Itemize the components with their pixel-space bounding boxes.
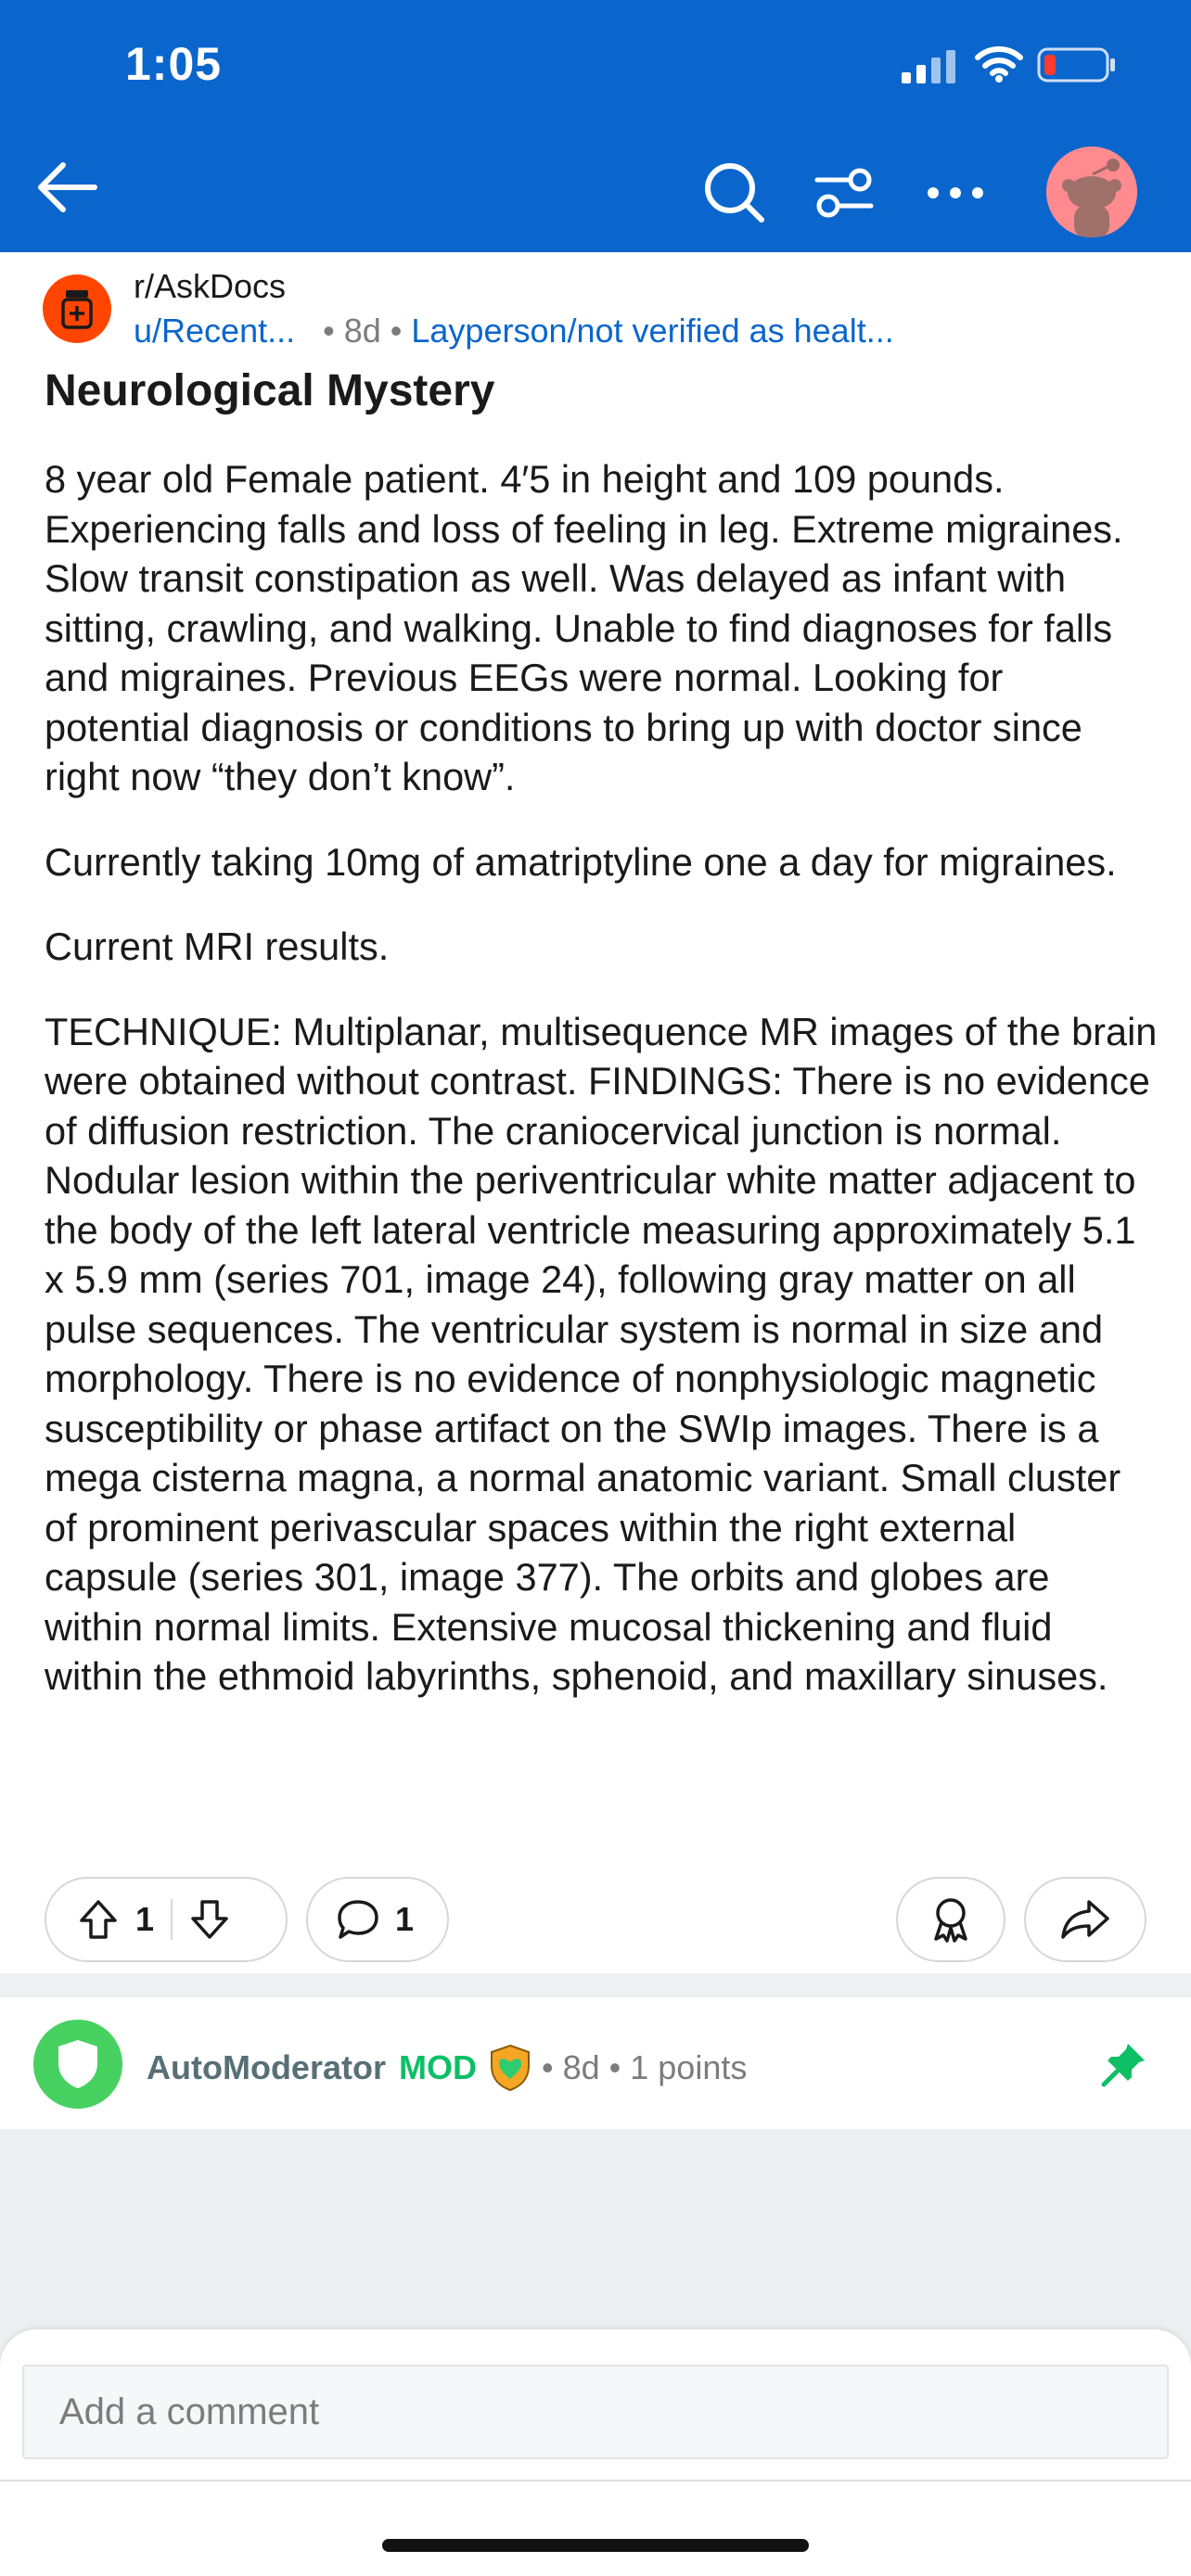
battery-icon	[1037, 46, 1117, 83]
automod-age: 8d	[562, 2048, 600, 2086]
share-arrow-icon	[1059, 1898, 1111, 1941]
award-ribbon-icon	[928, 1896, 973, 1943]
cellular-signal-icon	[900, 48, 959, 85]
snoo-avatar-icon	[1046, 147, 1137, 237]
post-body	[45, 454, 1158, 1702]
upvote-count: 1	[135, 1900, 155, 1938]
app-header	[0, 0, 1191, 252]
more-dots-icon	[926, 185, 985, 200]
meta-separator: •	[304, 312, 344, 350]
more-options-button[interactable]	[918, 156, 992, 230]
medicine-bottle-icon	[58, 288, 96, 329]
meta-separator: •	[541, 2048, 554, 2086]
meta-separator: •	[390, 312, 412, 350]
post-author[interactable]: u/Recent...	[134, 312, 296, 350]
upvote-button[interactable]	[78, 1898, 119, 1941]
composer-divider	[0, 2480, 1191, 2481]
subreddit-name[interactable]: r/AskDocs	[134, 267, 287, 305]
automod-meta	[147, 2044, 747, 2092]
post-title: Neurological Mystery	[45, 366, 495, 415]
comment-count: 1	[395, 1900, 415, 1938]
mod-shield-badge-icon	[488, 2044, 532, 2092]
automod-avatar[interactable]	[33, 2020, 122, 2109]
back-button[interactable]	[28, 148, 106, 226]
subreddit-icon[interactable]	[43, 274, 111, 343]
comment-bubble-icon	[336, 1898, 380, 1941]
arrow-left-icon	[35, 161, 98, 213]
user-avatar[interactable]	[1046, 147, 1137, 237]
pin-icon	[1100, 2040, 1148, 2088]
post-meta-line	[134, 312, 894, 351]
vote-divider	[171, 1899, 173, 1940]
post-paragraph: Current MRI results.	[45, 925, 390, 968]
sort-filter-icon	[812, 165, 877, 221]
search-button[interactable]	[698, 156, 772, 230]
post-age: 8d	[343, 312, 381, 350]
automod-points: 1 points	[630, 2048, 748, 2086]
share-button[interactable]	[1024, 1877, 1146, 1962]
upvote-arrow-icon	[78, 1898, 119, 1941]
comments-button[interactable]	[306, 1877, 449, 1962]
downvote-arrow-icon	[189, 1898, 230, 1941]
search-icon	[702, 160, 767, 225]
post-paragraph: TECHNIQUE: Multiplanar, multisequence MR images of the brain were obtained without contrast. FINDINGS: There is no evidence of diffusion restriction. The craniocervical junction is normal. Nodular lesion within the periventricular white matter adjacent to the body of the left lateral ventricle measuring approximately 5.1 x 5.9 mm (series 701, image 24), following gray matter on all pulse sequences. The ventricular system is normal in size and morphology. There is no evidence of nonphysiologic magnetic susceptibility or phase artifact on the SWIp images. There is a mega cisterna magna, a normal anatomic variant. Small cluster of prominent perivascular spaces within the right external capsule (series 301, image 377). The orbits and globes are within normal limits. Extensive mucosal thickening and fluid within the ethmoid labyrinths, sphenoid, and maxillary sinuses.	[45, 1009, 1158, 1698]
downvote-button[interactable]	[189, 1898, 230, 1941]
add-comment-input[interactable]: Add a comment	[22, 2365, 1169, 2459]
mod-tag: MOD	[398, 2048, 477, 2086]
home-indicator[interactable]	[382, 2539, 809, 2552]
section-divider	[0, 1973, 1191, 1997]
award-button[interactable]	[896, 1877, 1005, 1962]
automod-author[interactable]: AutoModerator	[147, 2048, 386, 2086]
status-time: 1:05	[125, 38, 223, 90]
post-paragraph: 8 year old Female patient. 4′5 in height and 109 pounds. Experiencing falls and loss of feeling in leg. Extreme migraines. Slow transit constipation as well. Was delayed as infant with sitting, crawling, and walking. Unable to find diagnoses for falls and migraines. Previous EEGs were normal. Looking for potential diagnosis or conditions to bring up with doctor since right now “they don’t know”.	[45, 457, 1123, 798]
user-flair[interactable]: Layperson/not verified as healt...	[411, 312, 894, 350]
vote-controls	[45, 1877, 288, 1962]
shield-icon	[55, 2037, 101, 2091]
sort-filter-button[interactable]	[807, 156, 881, 230]
post-paragraph: Currently taking 10mg of amatriptyline one a day for migraines.	[45, 839, 1117, 884]
wifi-icon	[974, 43, 1024, 83]
meta-separator: •	[608, 2048, 621, 2086]
